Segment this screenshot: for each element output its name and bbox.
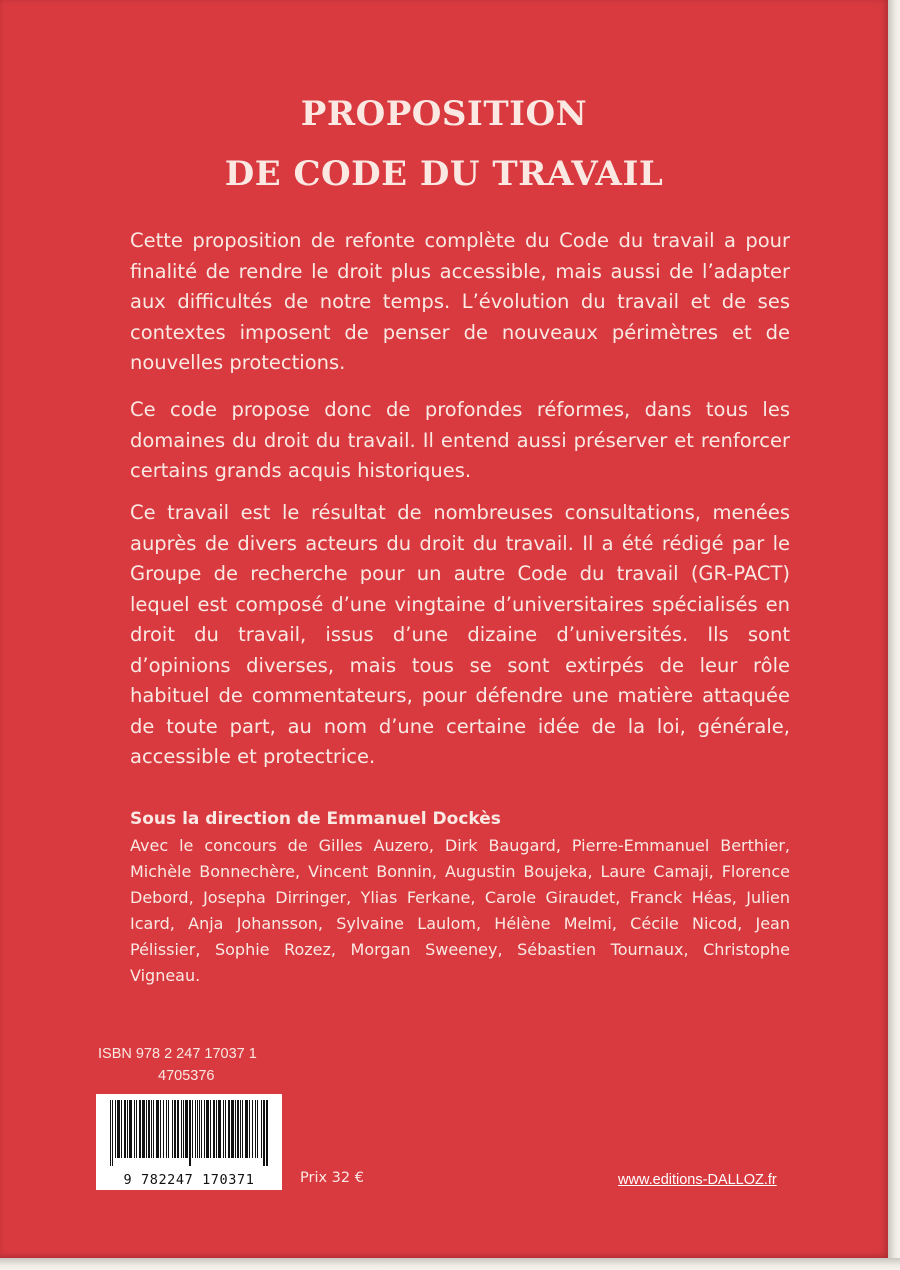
isbn-block xyxy=(98,1043,257,1087)
product-code: 4705376 xyxy=(158,1068,215,1084)
barcode-digits: 9 782247 170371 xyxy=(123,1172,255,1188)
barcode xyxy=(96,1094,282,1190)
blurb-paragraph-3: Ce travail est le résultat de nombreuses consultations, menées auprès de divers acteurs du droit du travail. Il a été rédigé par le Groupe de recherche pour un autre Code du travail (GR-PACT) lequel est composé d’une vingtaine d’universitaires spécialisés en droit du travail, issus d’une dizaine d’universités. Ils sont d’opinions diverses, mais tous se sont extirpés de leur rôle habituel de commentateurs, pour défendre une matière attaquée de toute part, au nom d’une certaine idée de la loi, générale, accessible et protectrice. xyxy=(130,501,790,768)
credits-section xyxy=(130,807,790,989)
title-line-2: DE CODE DU TRAVAIL xyxy=(224,154,664,194)
blurb-paragraph-2: Ce code propose donc de profondes réformes, dans tous les domaines du droit du travail. Il entend aussi préserver et renforcer certains grands acquis historiques. xyxy=(130,398,790,482)
barcode-bars xyxy=(108,1100,270,1166)
editor-credit: Sous la direction de Emmanuel Dockès xyxy=(130,809,501,829)
blurb-paragraph-1: Cette proposition de refonte complète du Code du travail a pour finalité de rendre le droit plus accessible, mais aussi de l’adapter aux difficultés de notre temps. L’évolution du travail et de ses contextes imposent de penser de nouveaux périmètres et de nouvelles protections. xyxy=(130,229,790,374)
page-edge-bottom xyxy=(0,1258,900,1270)
page-edge-right xyxy=(888,0,900,1270)
title-line-1: PROPOSITION xyxy=(300,94,588,134)
contributors-list: Avec le concours de Gilles Auzero, Dirk Baugard, Pierre-Emmanuel Berthier, Michèle Bonnechère, Vincent Bonnin, Augustin Boujeka, Laure Camaji, Florence Debord, Josepha Dirringer, Ylias Ferkane, Carole Giraudet, Franck Héas, Julien Icard, Anja Johansson, Sylvaine Laulom, Hélène Melmi, Cécile Nicod, Jean Pélissier, Sophie Rozez, Morgan Sweeney, Sébastien Tournaux, Christophe Vigneau. xyxy=(130,836,790,985)
book-title xyxy=(0,84,888,204)
isbn-number: ISBN 978 2 247 17037 1 xyxy=(98,1046,257,1062)
price-label: Prix 32 € xyxy=(300,1170,364,1186)
publisher-website-link[interactable]: www.editions-DALLOZ.fr xyxy=(618,1172,777,1188)
